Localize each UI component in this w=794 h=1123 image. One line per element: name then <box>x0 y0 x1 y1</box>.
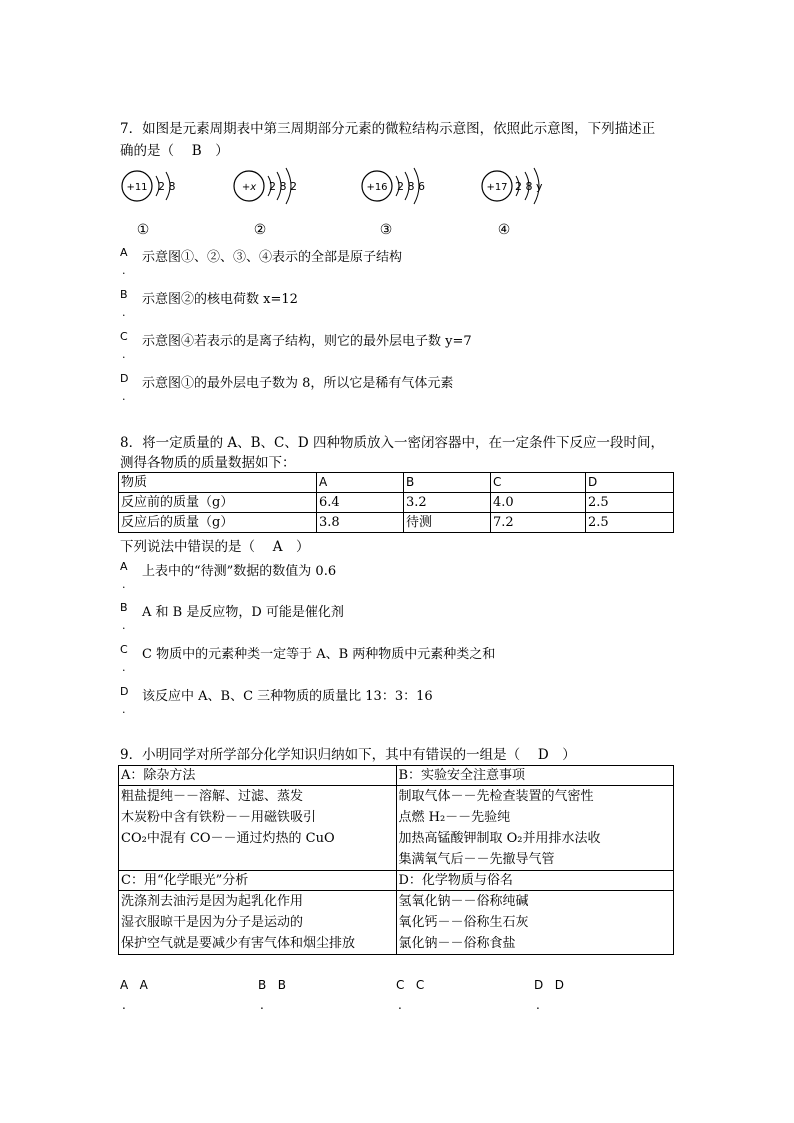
shells-1: 2 8 <box>158 180 176 193</box>
table-cell: 反应前的质量（g） <box>119 493 317 513</box>
table-cell: 7.2 <box>491 513 586 533</box>
table-header-row <box>119 473 674 493</box>
q8-table <box>118 472 674 533</box>
cell-b-head: B：实验安全注意事项 <box>396 766 674 786</box>
q9-table <box>118 765 674 955</box>
q8-stem-line1: 8．将一定质量的 A、B、C、D 四种物质放入一密闭容器中，在一定条件下反应一段时间， <box>120 435 664 451</box>
q9-stem: 9．小明同学对所学部分化学知识归纳如下，其中有错误的一组是（ D ） <box>120 747 576 763</box>
cell-c-head: C：用“化学眼光”分析 <box>119 871 397 891</box>
table-cell: 3.8 <box>317 513 404 533</box>
q9-answer-d: D D . <box>534 978 564 1012</box>
nucleus-2: +x <box>241 182 257 193</box>
table-row <box>119 766 674 786</box>
nucleus-1: +11 <box>126 182 148 193</box>
table-row <box>119 493 674 513</box>
diagram-label-2: ② <box>253 222 267 238</box>
table-cell: 待测 <box>404 513 491 533</box>
shells-3: 2 8 6 <box>397 180 425 193</box>
nucleus-4: +17 <box>486 182 508 193</box>
table-row <box>119 891 674 955</box>
cell-a-body: 粗盐提纯－－溶解、过滤、蒸发 木炭粉中含有铁粉－－用磁铁吸引 CO₂中混有 CO－－通过灼热的 CuO <box>119 786 397 871</box>
table-cell: 2.5 <box>586 513 674 533</box>
document-page: 7．如图是元素周期表中第三周期部分元素的微粒结构示意图，依照此示意图，下列描述正 确的是（ B ） +11 2 8 ① +x 2 8 2 ② +16 2 8 6 ③ +17 2 8 y ④ A . 示意图①、②、③、④表示的全部是原子结构 B . 示意图②的核电荷数 x=12 C . 示意图④若表示的是离子结构，则它的最外层电子数 y=7 D . 示意图①的最外层电子数为 8，所以它是稀有气体元素 8．将一定质量的 A、B、C、D 四种物质放入一密闭容器中，在一定条件下反应一段时间， 测得各物质的质量数据如下： 物质 A B C D 反应前的质量（g） 6.4 3.2 4.0 2.5 反应后的质量（g） 3.8 待测 7.2 2.5 下列说法中错误的是（ A ） A . 上表中的“待测”数据的数值为 0.6 B . A 和 B 是反应物，D 可能是催化剂 C . C 物质中的元素种类一定等于 A、B 两种物质中元素种类之和 D . 该反应中 A、B、C 三种物质的质量比 13：3：16 9．小明同学对所学部分化学知识归纳如下，其中有错误的一组是（ D ） A：除杂方法 B：实验安全注意事项 粗盐提纯－－溶解、过滤、蒸发 木炭粉中含有铁粉－－用磁铁吸引 CO₂中混有 CO－－通过灼热的 CuO 制取气体－－先检查装置的气密性 点燃 H₂－－先验纯 加热高锰酸钾制取 O₂并用排水法收 集满氧气后－－先撤导气管 C：用“化学眼光”分析 D：化学物质与俗名 洗涤剂去油污是因为起乳化作用 湿衣服晾干是因为分子是运动的 保护空气就是要减少有害气体和烟尘排放 氢氧化钠－－俗称纯碱 氧化钙－－俗称生石灰 氯化钠－－俗称食盐 A A . B B . C C . D D . <box>0 0 794 1123</box>
table-cell: B <box>404 473 491 493</box>
cell-b-body: 制取气体－－先检查装置的气密性 点燃 H₂－－先验纯 加热高锰酸钾制取 O₂并用排水法收 集满氧气后－－先撤导气管 <box>396 786 674 871</box>
table-cell: 2.5 <box>586 493 674 513</box>
q9-answer-a: A A . <box>120 978 148 1012</box>
q7-stem-line2: 确的是（ B ） <box>120 143 229 159</box>
table-row <box>119 513 674 533</box>
table-cell: 物质 <box>119 473 317 493</box>
diagram-label-3: ③ <box>379 222 393 238</box>
table-cell: A <box>317 473 404 493</box>
q8-stem-line2: 测得各物质的质量数据如下： <box>120 455 296 471</box>
table-cell: 6.4 <box>317 493 404 513</box>
shells-4: 2 8 y <box>515 180 543 193</box>
table-cell: D <box>586 473 674 493</box>
atom-diagram-3 <box>362 168 425 238</box>
q9-answer-b: B B . <box>258 978 286 1012</box>
cell-c-body: 洗涤剂去油污是因为起乳化作用 湿衣服晾干是因为分子是运动的 保护空气就是要减少有害气体和烟尘排放 <box>119 891 397 955</box>
q7-stem <box>120 118 680 162</box>
q8-stem <box>120 432 680 472</box>
shells-2: 2 8 2 <box>269 180 297 193</box>
diagram-label-1: ① <box>136 222 150 238</box>
q7-diagrams <box>120 162 680 242</box>
q8-after: 下列说法中错误的是（ A ） <box>120 539 310 555</box>
atom-diagram-1 <box>122 171 176 238</box>
atom-diagram-4 <box>482 168 543 238</box>
table-cell: 4.0 <box>491 493 586 513</box>
cell-d-head: D：化学物质与俗名 <box>396 871 674 891</box>
table-cell: 3.2 <box>404 493 491 513</box>
table-cell: C <box>491 473 586 493</box>
nucleus-3: +16 <box>366 182 388 193</box>
atom-diagram-2 <box>234 168 297 238</box>
cell-a-head: A：除杂方法 <box>119 766 397 786</box>
q9-answer-c: C C . <box>396 978 425 1012</box>
table-row <box>119 786 674 871</box>
diagram-label-4: ④ <box>497 222 511 238</box>
table-row <box>119 871 674 891</box>
cell-d-body: 氢氧化钠－－俗称纯碱 氧化钙－－俗称生石灰 氯化钠－－俗称食盐 <box>396 891 674 955</box>
table-cell: 反应后的质量（g） <box>119 513 317 533</box>
q7-stem-line1: 7．如图是元素周期表中第三周期部分元素的微粒结构示意图，依照此示意图，下列描述正 <box>120 121 656 137</box>
